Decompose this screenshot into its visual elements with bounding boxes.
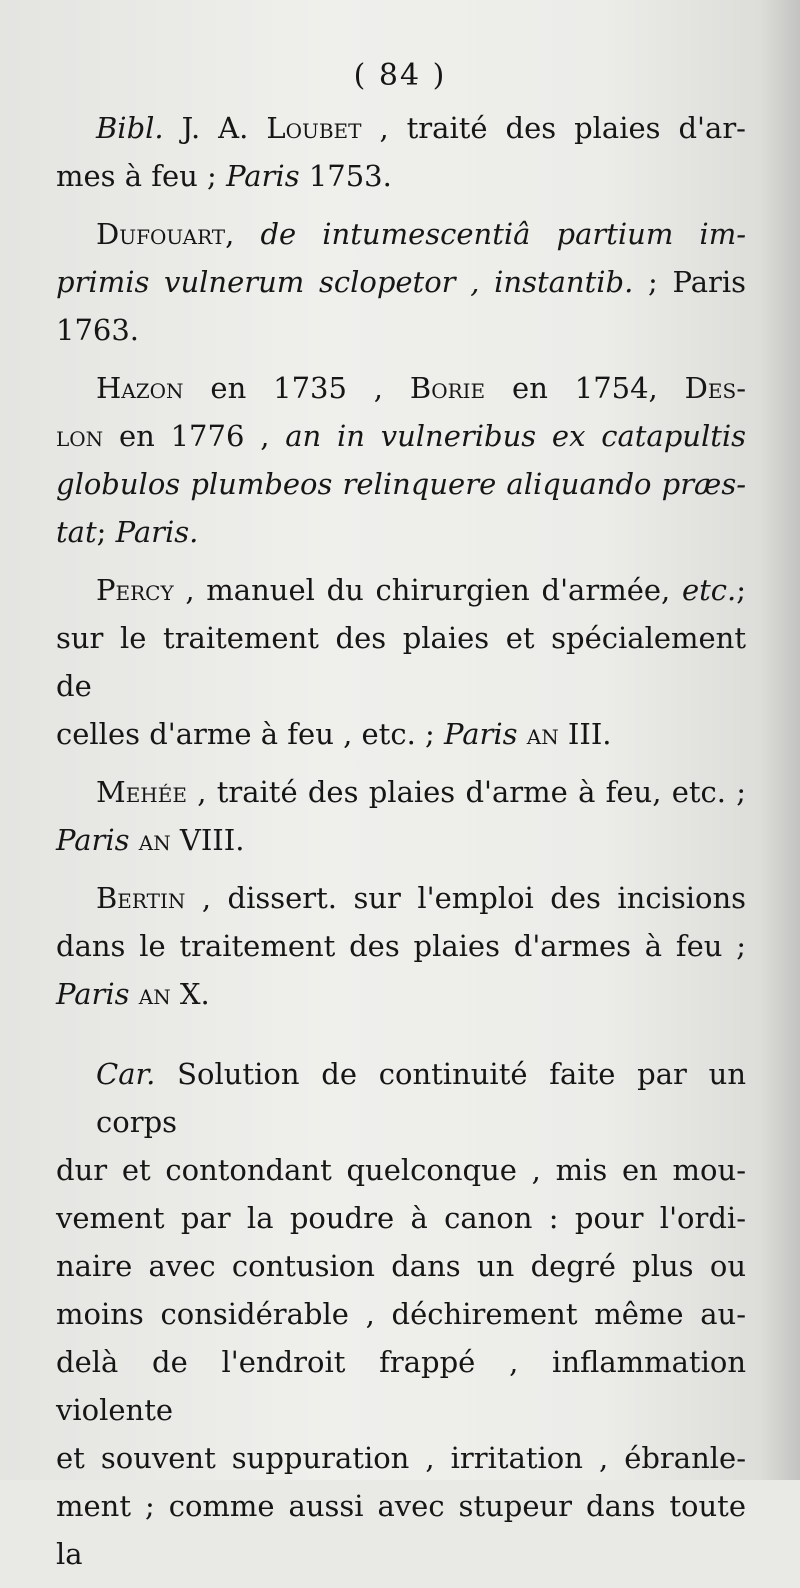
body-text: Solution de continuité faite par un corps <box>96 1057 747 1139</box>
entry-text: dans le traitement des plaies d'armes à feu ; <box>56 929 746 963</box>
punctuation: ; <box>96 515 107 549</box>
year: 1763. <box>56 313 140 347</box>
author-name: Des- <box>684 371 747 405</box>
page-edge-shadow <box>760 0 800 1480</box>
latin-title: primis vulnerum sclopetor , instantib. <box>56 265 634 299</box>
author-name: Bertin <box>96 881 186 915</box>
entry-text: , dissert. sur l'emploi des incisions <box>201 881 747 915</box>
bibliography-entry-percy <box>56 566 746 758</box>
section-gap <box>56 1028 746 1050</box>
bibliography-entry-dufouart <box>56 210 746 354</box>
author-initials: J. A. <box>181 111 249 145</box>
entry-text: , traité des plaies d'ar- <box>379 111 746 145</box>
car-label: Car. <box>96 1057 156 1091</box>
punctuation: , <box>225 217 235 251</box>
year: an X. <box>138 977 210 1011</box>
year: 1753. <box>308 159 392 193</box>
author-name: Borie <box>409 371 486 405</box>
body-text-line: dur et contondant quelconque , mis en mou- <box>56 1153 746 1187</box>
entry-text: en 1754, <box>512 371 658 405</box>
year: an VIII. <box>138 823 245 857</box>
place-name: Paris <box>444 717 518 751</box>
place-name: Paris <box>56 977 130 1011</box>
body-text-line: vement par la poudre à canon : pour l'ordi- <box>56 1201 746 1235</box>
year: an III. <box>526 717 612 751</box>
author-name: Mehée <box>96 775 187 809</box>
latin-title: tat <box>56 515 97 549</box>
bibliography-entry-hazon-borie-deslon <box>56 364 746 556</box>
place-name: Paris <box>56 823 130 857</box>
place-name: Paris <box>226 159 300 193</box>
body-text-line: ment ; comme aussi avec stupeur dans toute la <box>56 1489 746 1571</box>
body-text-line: et souvent suppuration , irritation , ébranle- <box>56 1441 746 1475</box>
latin-title: de intumescentiâ partium im- <box>260 217 747 251</box>
latin-title: globulos plumbeos relinquere aliquando præs- <box>56 467 746 501</box>
body-text-line: naire avec contusion dans un degré plus ou <box>56 1249 746 1283</box>
entry-text: celles d'arme à feu , etc. ; <box>56 717 435 751</box>
punctuation: ; <box>736 573 747 607</box>
bibliography-entry-mehee <box>56 768 746 864</box>
place-name: Paris. <box>115 515 199 549</box>
body-text-line: delà de l'endroit frappé , inflammation violente <box>56 1345 746 1427</box>
bibliography-entry-loubet <box>56 104 746 200</box>
entry-text: , traité des plaies d'arme à feu, etc. ; <box>197 775 747 809</box>
entry-text: sur le traitement des plaies et spécialement de <box>56 621 746 703</box>
entry-text: , manuel du chirurgien d'armée, <box>185 573 671 607</box>
author-name: Percy <box>96 573 174 607</box>
body-text-line: moins considérable , déchirement même au- <box>56 1297 746 1331</box>
entry-text: mes à feu ; <box>56 159 217 193</box>
entry-text: en 1735 , <box>210 371 384 405</box>
page-number: ( 84 ) <box>353 58 447 93</box>
author-name: Dufouart <box>96 217 226 251</box>
latin-title: an in vulneribus ex catapultis <box>285 419 747 453</box>
entry-text: en 1776 , <box>118 419 270 453</box>
bibl-label: Bibl. <box>96 111 164 145</box>
place-name: ; Paris <box>648 265 747 299</box>
author-name: Loubet <box>266 111 362 145</box>
author-name: lon <box>56 419 104 453</box>
bibliography-entry-bertin <box>56 874 746 1018</box>
page-body <box>56 104 746 1588</box>
author-name: Hazon <box>96 371 184 405</box>
characteristics-paragraph <box>56 1050 746 1578</box>
etc-abbrev: etc. <box>681 573 737 607</box>
